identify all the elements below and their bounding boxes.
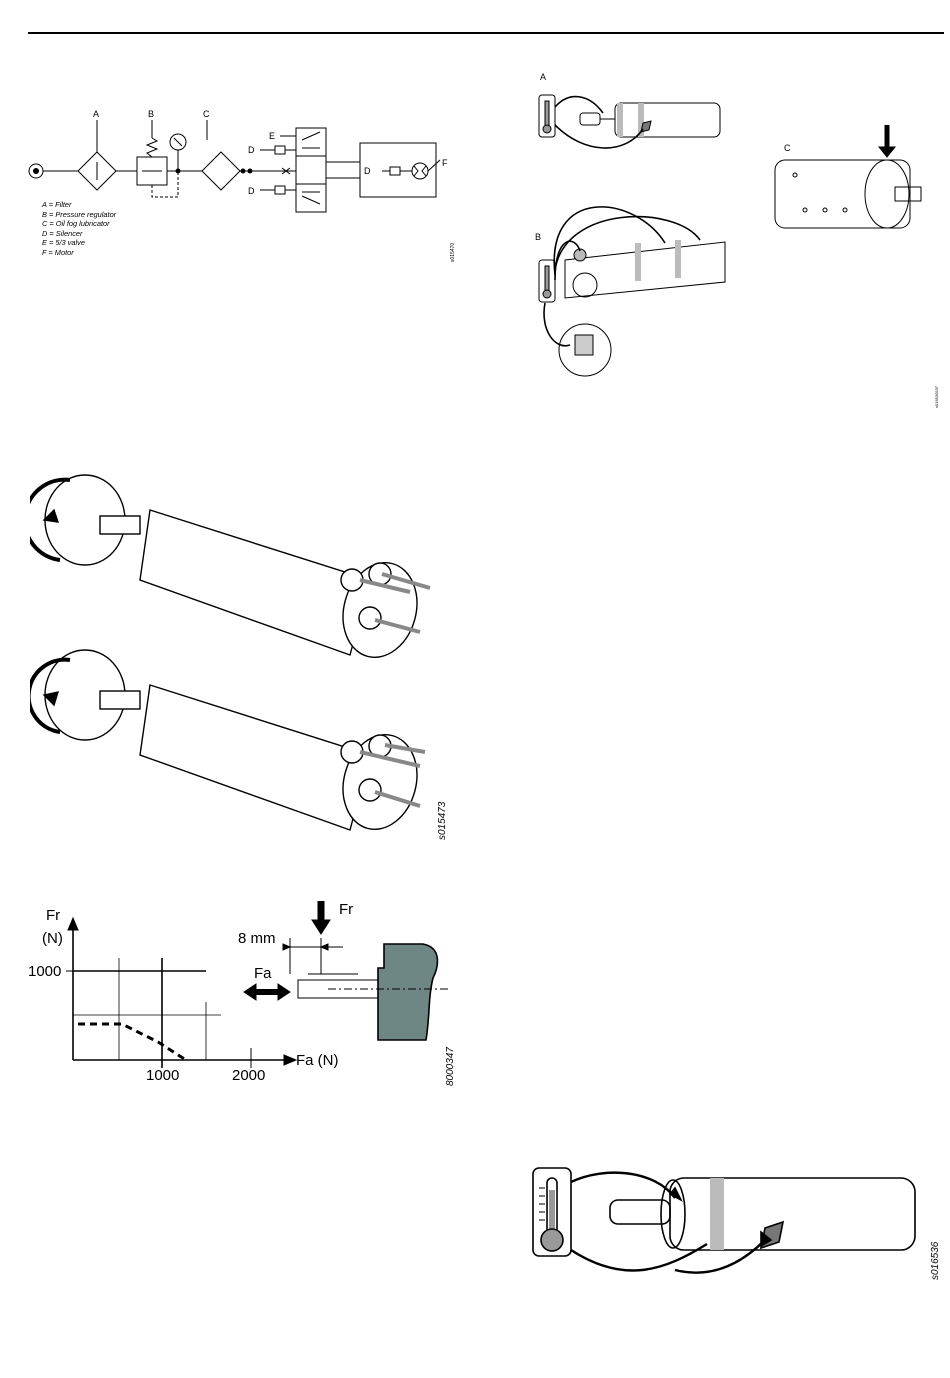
label-c: C (203, 109, 210, 119)
distance-label: 8 mm (238, 930, 276, 947)
label-d-motor: D (364, 166, 371, 176)
figure-label-c: C (784, 143, 791, 153)
label-d-upper: D (248, 145, 255, 155)
legend-item: A = Filter (42, 200, 72, 209)
legend-item: F = Motor (42, 247, 74, 257)
x-axis-arrow (284, 1055, 296, 1065)
figure-id-chart: 8000347 (445, 1047, 456, 1086)
figure-id-bottom: s016536 (930, 1241, 941, 1280)
load-chart (28, 898, 458, 1088)
lubrication-points-figure (525, 65, 945, 405)
x-tick-label: 1000 (146, 1067, 180, 1084)
x-axis-label: Fa (N) (296, 1052, 339, 1069)
label-e: E (269, 131, 276, 141)
figure-label-b: B (535, 232, 542, 242)
label-f: F (442, 158, 448, 168)
fa-force-label: Fa (254, 965, 272, 982)
label-b: B (148, 109, 155, 119)
legend-item: C = Oil fog lubricator (42, 219, 110, 229)
x-tick-label: 2000 (232, 1067, 266, 1084)
header-rule (28, 32, 944, 34)
rotation-direction-figure (30, 470, 450, 840)
figure-id-diagram: s015470 (450, 242, 456, 262)
lubrication-detail-figure (525, 1160, 935, 1280)
y-axis-unit: (N) (42, 930, 63, 947)
figure-id-rotation: s015473 (437, 801, 448, 840)
legend-item: E = 5/3 valve (42, 238, 85, 248)
fr-force-label: Fr (339, 901, 354, 918)
load-curve (78, 1024, 186, 1060)
diagram-legend (42, 200, 116, 258)
y-axis-label: Fr (46, 907, 61, 924)
legend-item: D = Silencer (42, 228, 83, 238)
figure-label-a: A (540, 72, 547, 82)
label-a: A (93, 109, 100, 119)
figure-id-lubrication: s016530537 (934, 385, 939, 408)
label-d-lower: D (248, 186, 255, 196)
y-axis-arrow (68, 918, 78, 930)
y-tick-label: 1000 (28, 963, 62, 980)
legend-item: B = Pressure regulator (42, 209, 117, 219)
